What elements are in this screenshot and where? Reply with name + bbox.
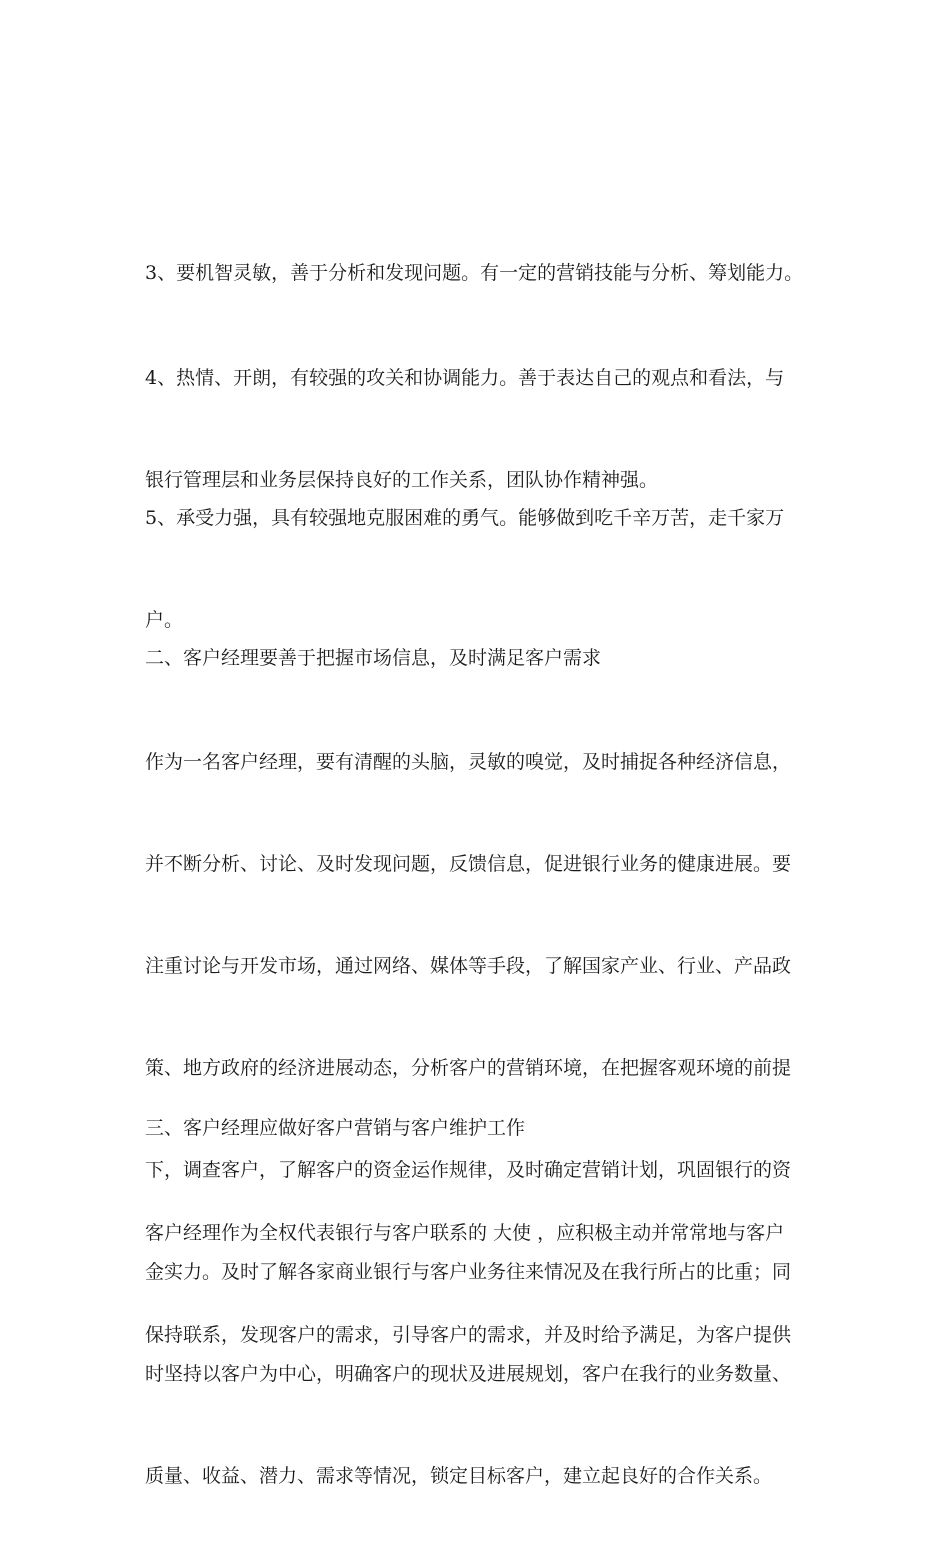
text-line: 时坚持以客户为中心，明确客户的现状及进展规划，客户在我行的业务数量、 xyxy=(145,1363,792,1385)
text-line: 下，调查客户，了解客户的资金运作规律，及时确定营销计划，巩固银行的资 xyxy=(145,1159,792,1181)
text-line: 3、要机智灵敏，善于分析和发现问题。有一定的营销技能与分析、筹划能力。 xyxy=(145,262,804,284)
text-line: 注重讨论与开发市场，通过网络、媒体等手段，了解国家产业、行业、产品政 xyxy=(145,955,792,977)
text-line: 户。 xyxy=(145,609,184,631)
text-line: 金实力。及时了解各家商业银行与客户业务往来情况及在我行所占的比重；同 xyxy=(145,1261,792,1283)
paragraph-body-3 xyxy=(145,1148,815,1420)
text-line: 策、地方政府的经济进展动态，分析客户的营销环境，在把握客观环境的前提 xyxy=(145,1057,792,1079)
text-line: 并不断分析、讨论、及时发现问题，反馈信息，促进银行业务的健康进展。要 xyxy=(145,853,792,875)
text-line: 作为一名客户经理，要有清醒的头脑，灵敏的嗅觉，及时捕捉各种经济信息， xyxy=(145,751,792,773)
heading-text: 二、客户经理要善于把握市场信息，及时满足客户需求 xyxy=(145,647,602,669)
text-line: 客户经理作为全权代表银行与客户联系的 大使 ，应积极主动并常常地与客户 xyxy=(145,1222,785,1244)
text-line: 质量、收益、潜力、需求等情况，锁定目标客户，建立起良好的合作关系。 xyxy=(145,1465,773,1487)
text-line: 4、热情、开朗，有较强的攻关和协调能力。善于表达自己的观点和看法，与 xyxy=(145,367,785,389)
text-line: 银行管理层和业务层保持良好的工作关系，团队协作精神强。 xyxy=(145,469,659,491)
text-line: 5、承受力强，具有较强地克服困难的勇气。能够做到吃千辛万苦，走千家万 xyxy=(145,507,785,529)
heading-text: 三、客户经理应做好客户营销与客户维护工作 xyxy=(145,1117,526,1139)
text-line: 保持联系，发现客户的需求，引导客户的需求，并及时给予满足，为客户提供 xyxy=(145,1324,792,1346)
